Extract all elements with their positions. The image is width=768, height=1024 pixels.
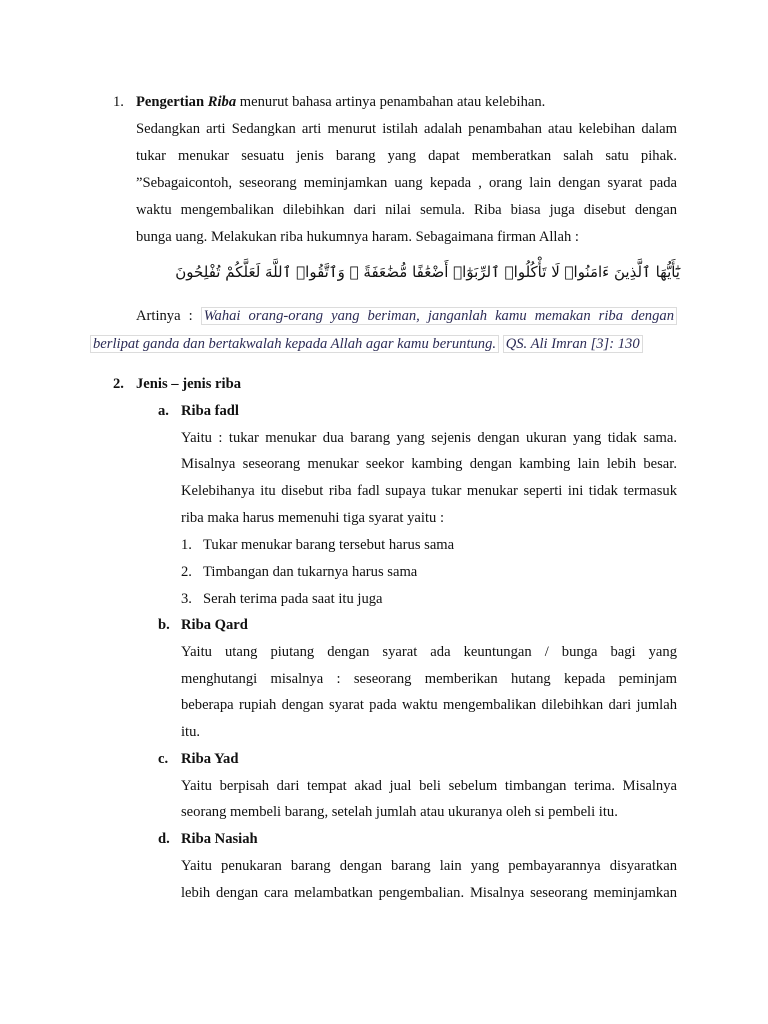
translation-text: Wahai orang-orang yang beriman, janganlah kamu memakan riba dengan (201, 307, 677, 325)
condition-number: 3. (181, 591, 192, 607)
item-d-letter: d. (158, 831, 170, 847)
paragraph-line: waktu mengembalikan dilebihkan dari nilai semula. Riba biasa juga disebut dengan (136, 202, 677, 218)
paragraph-line: riba maka harus memenuhi tiga syarat yaitu : (181, 510, 445, 526)
paragraph-line: menghutangi misalnya : seseorang memberikan hutang kepada peminjam (181, 671, 677, 687)
translation-text: berlipat ganda dan bertakwalah kepada Allah agar kamu beruntung. (90, 335, 499, 353)
paragraph-line: Sedangkan arti Sedangkan arti menurut istilah adalah penambahan atau kelebihan dalam (136, 121, 677, 137)
condition-text: Tukar menukar barang tersebut harus sama (203, 537, 455, 553)
section-2-heading: Jenis – jenis riba (136, 376, 241, 392)
verse-reference: QS. Ali Imran [3]: 130 (503, 335, 643, 353)
paragraph-line: lebih dengan cara melambatkan pengembalian. Misalnya seseorang meminjamkan (181, 885, 677, 901)
item-c-letter: c. (158, 751, 169, 767)
item-b-letter: b. (158, 617, 170, 633)
item-a-title: Riba fadl (181, 403, 239, 419)
paragraph-line: Yaitu berpisah dari tempat akad jual beli sebelum timbangan terima. Misalnya (181, 778, 677, 794)
condition-text: Timbangan dan tukarnya harus sama (203, 564, 418, 580)
item-c-title: Riba Yad (181, 751, 239, 767)
translation-label: Artinya : (136, 308, 201, 324)
translation-line-1 (136, 306, 677, 326)
paragraph-line: tukar menukar sesuatu jenis barang yang dapat memberatkan salah satu pihak. (136, 148, 677, 164)
paragraph-line: seorang membeli barang, setelah jumlah atau ukuranya oleh si pembeli itu. (181, 804, 618, 820)
condition-number: 2. (181, 564, 192, 580)
section-1-number: 1. (113, 94, 124, 110)
item-b-title: Riba Qard (181, 617, 248, 633)
condition-number: 1. (181, 537, 192, 553)
heading-rest: menurut bahasa artinya penambahan atau kelebihan. (236, 94, 546, 110)
item-a-letter: a. (158, 403, 169, 419)
paragraph-line: Yaitu : tukar menukar dua barang yang sejenis dengan ukuran yang tidak sama. (181, 430, 677, 446)
arabic-verse: يَٰٓأَيُّهَا ٱلَّذِينَ ءَامَنُوا۟ لَا تَأْكُلُوا۟ ٱلرِّبَوٰٓا۟ أَضْعَٰفًا مُّضَٰعَفَةً ۖ وَٱتَّقُوا۟ ٱللَّهَ لَعَلَّكُمْ تُفْلِحُونَ (175, 263, 680, 281)
condition-text: Serah terima pada saat itu juga (203, 591, 383, 607)
paragraph-line: itu. (181, 724, 201, 740)
item-d-title: Riba Nasiah (181, 831, 258, 847)
paragraph-line: ”Sebagaicontoh, seseorang meminjamkan uang kepada , orang lain dengan syarat pada (136, 175, 677, 191)
translation-line-2 (90, 334, 643, 354)
section-1-heading (136, 92, 545, 112)
paragraph-line: Yaitu penukaran barang dengan barang lain yang pembayarannya disyaratkan (181, 858, 677, 874)
paragraph-line: bunga uang. Melakukan riba hukumnya haram. Sebagaimana firman Allah : (136, 229, 579, 245)
paragraph-line: Yaitu utang piutang dengan syarat ada keuntungan / bunga bagi yang (181, 644, 677, 660)
paragraph-line: Kelebihanya itu disebut riba fadl supaya tukar menukar seperti ini tidak termasuk (181, 483, 677, 499)
paragraph-line: Misalnya seseorang menukar seekor kambing dengan kambing lain lebih besar. (181, 456, 677, 472)
heading-bold: Pengertian (136, 94, 208, 110)
section-2-number: 2. (113, 376, 124, 392)
heading-bold-italic: Riba (207, 94, 237, 110)
paragraph-line: beberapa rupiah dengan syarat pada waktu mengembalikan dilebihkan dari jumlah (181, 697, 677, 713)
